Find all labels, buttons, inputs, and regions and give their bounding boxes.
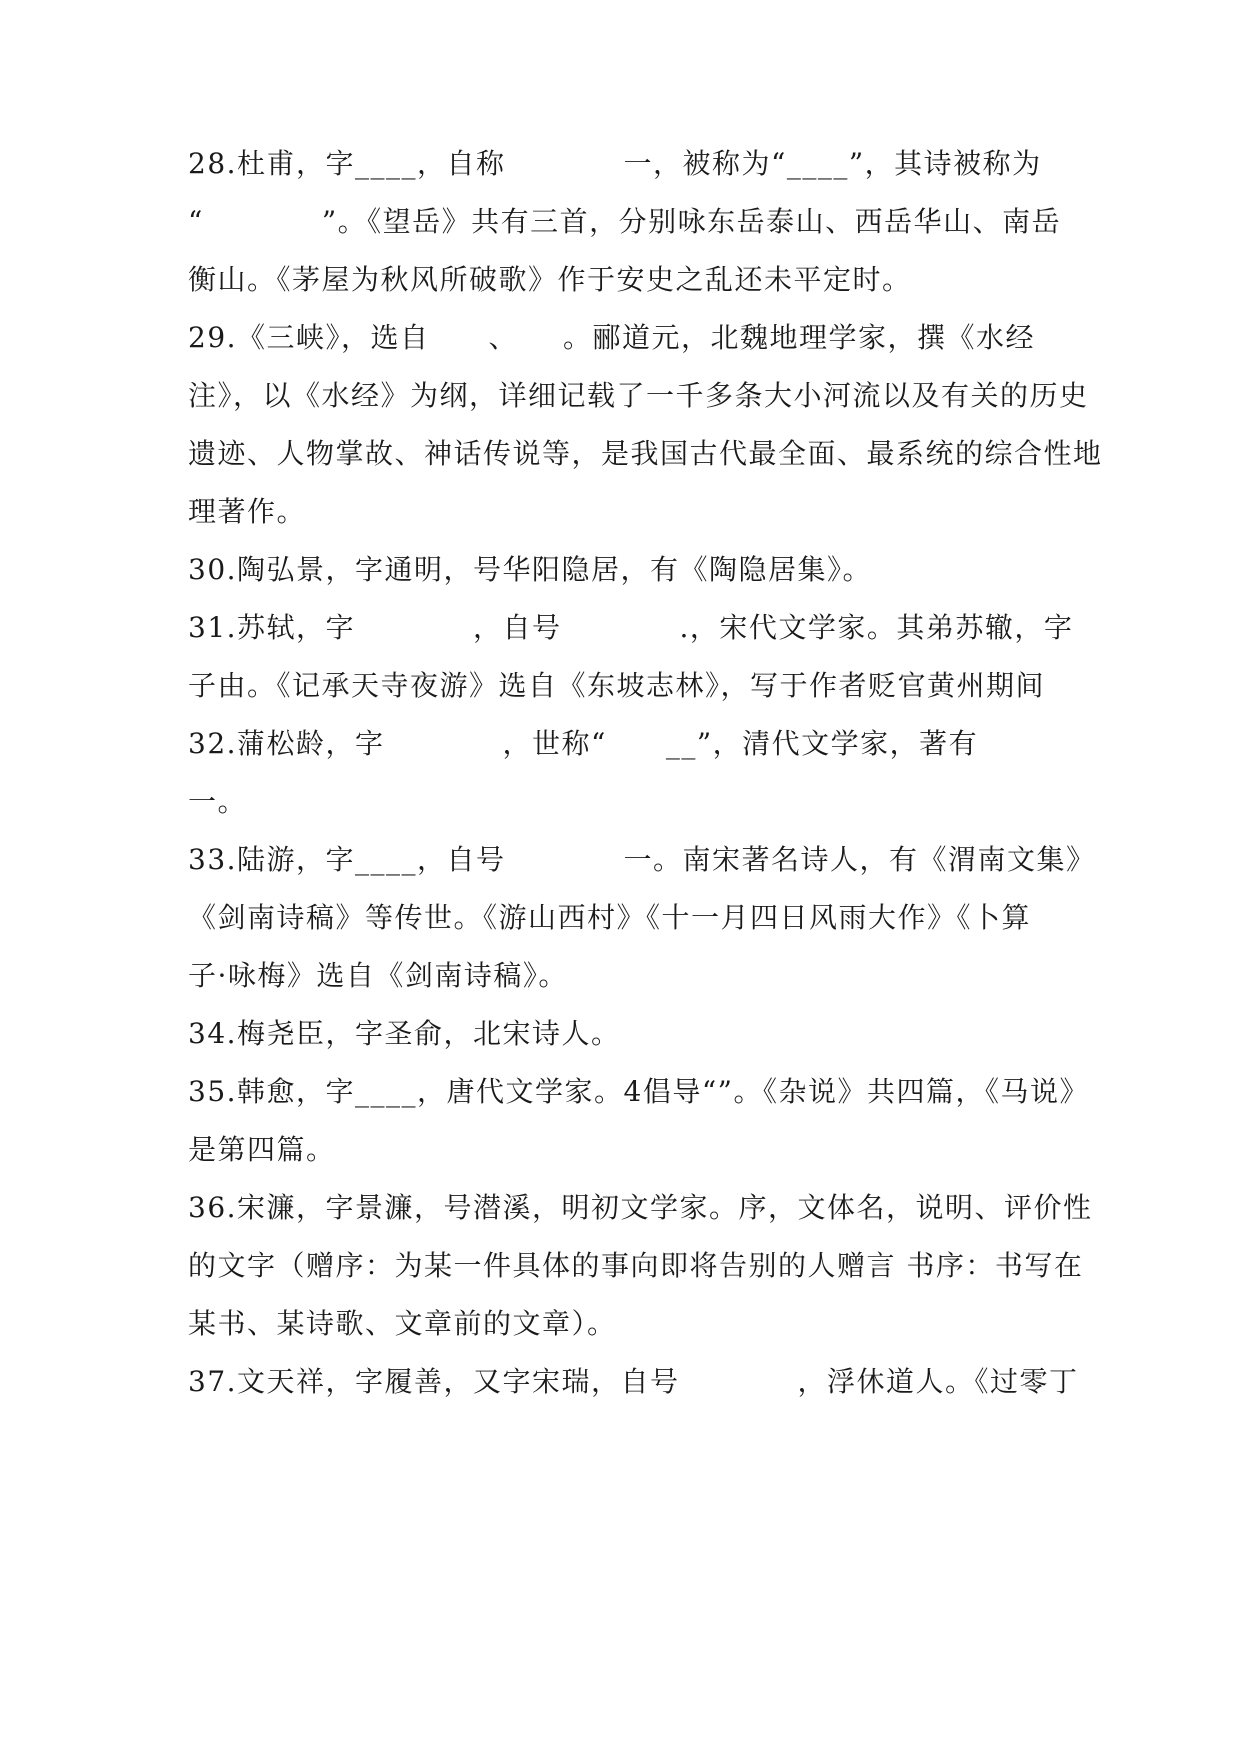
- text-line-21: 某书、某诗歌、文章前的文章）。: [188, 1307, 617, 1340]
- text-line-9: 31.苏轼，字 ，自号 .，宋代文学家。其弟苏辙，字: [188, 611, 1074, 644]
- text-line-2: “ ”。《望岳》共有三首，分别咏东岳泰山、西岳华山、南岳: [188, 205, 1062, 238]
- text-line-5: 注》，以《水经》为纲，详细记载了一千多条大小河流以及有关的历史: [188, 379, 1089, 412]
- text-line-1: 28.杜甫，字____，自称 一，被称为“____”，其诗被称为: [188, 147, 1042, 180]
- text-line-15: 子·咏梅》选自《剑南诗稿》。: [188, 959, 568, 992]
- text-line-10: 子由。《记承天寺夜游》选自《东坡志林》，写于作者贬官黄州期间: [188, 669, 1046, 702]
- text-line-12: 一。: [188, 785, 248, 818]
- text-line-8: 30.陶弘景，字通明，号华阳隐居，有《陶隐居集》。: [188, 553, 873, 586]
- text-line-18: 是第四篇。: [188, 1133, 336, 1166]
- text-line-6: 遗迹、人物掌故、神话传说等，是我国古代最全面、最系统的综合性地: [188, 437, 1103, 470]
- text-line-17: 35.韩愈，字____，唐代文学家。4倡导“”。《杂说》共四篇，《马说》: [188, 1075, 1089, 1108]
- text-line-20: 的文字（赠序：为某一件具体的事向即将告别的人赠言 书序：书写在: [188, 1249, 1084, 1282]
- text-line-16: 34.梅尧臣，字圣俞，北宋诗人。: [188, 1017, 621, 1050]
- text-line-19: 36.宋濂，字景濂，号潜溪，明初文学家。序，文体名，说明、评价性: [188, 1191, 1093, 1224]
- text-line-7: 理著作。: [188, 495, 307, 528]
- text-line-22: 37.文天祥，字履善，又字宋瑞，自号 ，浮休道人。《过零丁: [188, 1365, 1079, 1398]
- text-line-11: 32.蒲松龄，字 ，世称“ __”，清代文学家，著有: [188, 727, 979, 760]
- text-line-13: 33.陆游，字____，自号 一。南宋著名诗人，有《渭南文集》: [188, 843, 1096, 876]
- text-line-4: 29.《三峡》，选自 、 。郦道元，北魏地理学家，撰《水经: [188, 321, 1036, 354]
- text-line-3: 衡山。《茅屋为秋风所破歌》作于安史之乱还未平定时。: [188, 263, 912, 296]
- text-line-14: 《剑南诗稿》等传世。《游山西村》《十一月四日风雨大作》《卜算: [188, 901, 1032, 934]
